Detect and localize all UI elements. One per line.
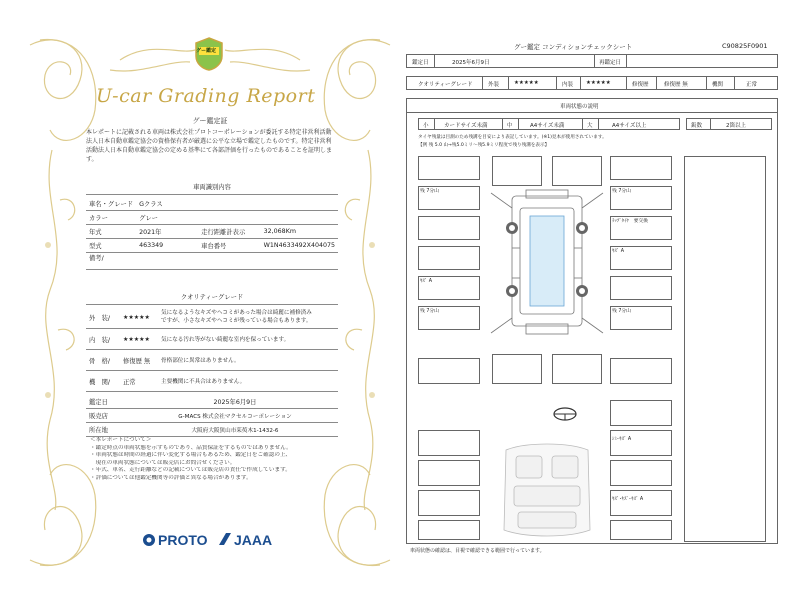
engine-label: 機関 bbox=[712, 82, 724, 88]
label-front-left-tire: 残 7分山 bbox=[420, 189, 439, 194]
size-a4under: A4サイズ未満 bbox=[530, 123, 565, 129]
vehicle-top-view-diagram bbox=[486, 188, 608, 338]
label-wrap-tire: ﾗｯﾌﾟﾀｲﾔ 要交換 bbox=[612, 219, 648, 224]
damage-box bbox=[418, 216, 480, 240]
name-label: 車名・グレード bbox=[86, 197, 136, 211]
goo-kantei-emblem bbox=[194, 37, 224, 71]
remarks-label: 備考/ bbox=[86, 253, 338, 270]
damage-box bbox=[610, 358, 672, 384]
date-value: 2025年6月9日 bbox=[452, 60, 490, 66]
intro-paragraph: 本レポートに記載される車両は株式会社プロトコーポレーションが委託する特定非営利活動法人日本自動車鑑定協会の資格保有者が厳選に公平な立場で鑑定したものです。特定非営利活動法人日本自動車鑑定協会の定める基準にて各部評価を行ったものであることを証明します。 bbox=[86, 129, 333, 163]
damage-box bbox=[418, 460, 480, 486]
note-line: ・評価については他鑑定機関等の評価と異なる場合があります。 bbox=[90, 474, 252, 481]
shop-value: G-MACS 株式会社マクセルコーポレーション bbox=[132, 409, 338, 423]
vehicle-table bbox=[86, 197, 338, 270]
int-stars: ★★★★★ bbox=[586, 80, 611, 86]
frame-label: 骨 格/ bbox=[86, 350, 120, 371]
label-scratch-left: ｷｽﾞ A bbox=[420, 279, 433, 284]
damage-box bbox=[418, 246, 480, 270]
mileage-label: 走行距離計表示 bbox=[198, 225, 261, 239]
section-title: 車両状態の説明 bbox=[560, 104, 599, 110]
damage-box bbox=[610, 490, 672, 516]
table-row bbox=[86, 350, 338, 371]
report-notes bbox=[90, 437, 340, 483]
model-label: 型式 bbox=[86, 239, 136, 253]
table-row bbox=[86, 197, 338, 211]
jaaa-logo: JAAA bbox=[234, 532, 273, 548]
date-label: 鑑定日 bbox=[86, 395, 132, 409]
condition-check-sheet bbox=[404, 38, 780, 558]
damage-box bbox=[492, 156, 542, 186]
interior-label: 内 装/ bbox=[86, 329, 120, 350]
exterior-stars: ★★★★★ bbox=[120, 306, 158, 329]
frame-label: 修復歴 bbox=[632, 82, 649, 88]
table-row bbox=[86, 329, 338, 350]
addr-value: 大阪府大阪狭山市茱萸木1-1432-6 bbox=[132, 423, 338, 437]
section-vehicle: 車両識別内容 bbox=[86, 182, 338, 195]
label-interior-2: ｷｽﾞ･ｷｽﾞ･ｷｽﾞ A bbox=[612, 497, 644, 502]
damage-box bbox=[418, 430, 480, 456]
jaaa-logo-icon bbox=[217, 531, 233, 547]
damage-box bbox=[610, 520, 672, 540]
table-row bbox=[86, 423, 338, 437]
year-label: 年式 bbox=[86, 225, 136, 239]
year-value: 2021年 bbox=[136, 225, 198, 239]
note-line: 現在の車両状態については販売店にお問合せください。 bbox=[90, 459, 236, 466]
note-line: ・鑑定時点の車両状態を示すものであり、品質保証をするものではありません。 bbox=[90, 444, 292, 451]
damage-box bbox=[552, 354, 602, 384]
label-scratch-right: ｷｽﾞ A bbox=[612, 249, 625, 254]
quality-table bbox=[86, 306, 338, 392]
sheet-footer: 車両状態の確認は、目視で確認できる範囲で行っています。 bbox=[410, 548, 545, 554]
tire-note-2: 【例 残 5.0 山→残5.0ミリ〜残5.9ミリ程度で残り残溝を表示】 bbox=[418, 143, 550, 148]
shop-label: 販売店 bbox=[86, 409, 132, 423]
exterior-text2: ですが、小さなキズやヘコミが残っている場合もあります。 bbox=[161, 318, 312, 324]
redate-label: 再鑑定日 bbox=[599, 60, 622, 66]
addr-label: 所在地 bbox=[86, 423, 132, 437]
label-interior-1: ｼﾐ･ｷｽﾞ A bbox=[612, 437, 632, 442]
size-card: カードサイズ未満 bbox=[444, 123, 488, 129]
exterior-text1: 気になるようなキズやヘコミがあった場合は綺麗に補修済み bbox=[161, 310, 312, 316]
size-mid: 中 bbox=[507, 123, 513, 129]
color-value: グレー bbox=[136, 211, 338, 225]
interior-stars: ★★★★★ bbox=[120, 329, 158, 350]
damage-box bbox=[552, 156, 602, 186]
damage-box bbox=[610, 276, 672, 300]
int-label: 内装 bbox=[562, 82, 574, 88]
vehicle-interior-diagram bbox=[486, 440, 608, 540]
model-value: 463349 bbox=[136, 239, 198, 253]
exterior-label: 外 装/ bbox=[86, 306, 120, 329]
damage-box bbox=[610, 400, 672, 426]
engine-label: 機 関/ bbox=[86, 371, 120, 392]
label-rear-left-tire: 残 7分山 bbox=[420, 309, 439, 314]
table-row bbox=[86, 239, 338, 253]
table-row bbox=[86, 225, 338, 239]
vin-value: W1N4633492X404075 bbox=[261, 239, 338, 253]
section-quality: クオリティーグレード bbox=[86, 292, 338, 305]
table-row bbox=[86, 371, 338, 392]
engine-value: 正常 bbox=[746, 82, 758, 88]
sheet-title: グー鑑定 コンディションチェックシート bbox=[514, 43, 633, 51]
steering-wheel-icon bbox=[552, 406, 578, 422]
damage-box bbox=[610, 156, 672, 180]
interior-text: 気になる汚れ等がない綺麗な室内を保っています。 bbox=[158, 329, 338, 350]
report-subtitle: グー鑑定証 bbox=[192, 117, 228, 125]
damage-box bbox=[418, 490, 480, 516]
dealer-table bbox=[86, 395, 338, 437]
damage-box bbox=[610, 430, 672, 456]
mileage-value: 32,068Km bbox=[261, 225, 338, 239]
date-value: 2025年6月9日 bbox=[132, 395, 338, 409]
note-line: ・年式、車名、走行距離などの記載については販売店の責任で作成しています。 bbox=[90, 467, 291, 474]
vin-label: 車台番号 bbox=[198, 239, 261, 253]
frame-text: 骨格部位に異常はありません。 bbox=[158, 350, 338, 371]
emblem-text: グー鑑定 bbox=[196, 48, 217, 54]
ext-label: 外装 bbox=[488, 82, 500, 88]
sheet-code: C90825F0901 bbox=[722, 42, 768, 50]
damage-box bbox=[610, 460, 672, 486]
table-row bbox=[86, 409, 338, 423]
table-row bbox=[86, 253, 338, 270]
table-row bbox=[86, 395, 338, 409]
right-notes-panel bbox=[684, 156, 766, 542]
size-a4over: A4サイズ以上 bbox=[612, 123, 647, 129]
label-rear-right-tire: 残 7分山 bbox=[612, 309, 631, 314]
date-label: 鑑定日 bbox=[412, 60, 429, 66]
grade-label: クオリティーグレード bbox=[418, 82, 473, 88]
damage-box bbox=[418, 520, 480, 540]
label-front-right-tire: 残 7分山 bbox=[612, 189, 631, 194]
engine-text: 主要機関に不具合はありません。 bbox=[158, 371, 338, 392]
damage-box bbox=[418, 358, 480, 384]
ext-stars: ★★★★★ bbox=[514, 80, 539, 86]
tire-note-1: タイヤ残量は目測のため残溝を目安により表記しています。(※1)見本が使用されています。 bbox=[418, 135, 607, 140]
count-value: 2箇以上 bbox=[726, 123, 746, 129]
size-small: 小 bbox=[423, 123, 429, 129]
count-label: 鈑数 bbox=[691, 123, 703, 129]
proto-logo-icon bbox=[142, 533, 156, 547]
proto-logo: PROTO bbox=[158, 532, 208, 548]
damage-box bbox=[492, 354, 542, 384]
frame-value: 修復歴 無 bbox=[664, 82, 688, 88]
size-large: 大 bbox=[587, 123, 593, 129]
notes-title: ＜本レポートについて＞ bbox=[90, 437, 152, 443]
frame-value: 修復歴 無 bbox=[120, 350, 158, 371]
table-row bbox=[86, 211, 338, 225]
report-title: U-car Grading Report bbox=[96, 85, 316, 107]
note-line: ・車両状態は時間の経過に伴い変化する場合もあるため、鑑定日をご確認の上、 bbox=[90, 452, 292, 459]
engine-value: 正常 bbox=[120, 371, 158, 392]
damage-box bbox=[418, 156, 480, 180]
name-value: Gクラス bbox=[136, 197, 338, 211]
color-label: カラー bbox=[86, 211, 136, 225]
table-row bbox=[86, 306, 338, 329]
